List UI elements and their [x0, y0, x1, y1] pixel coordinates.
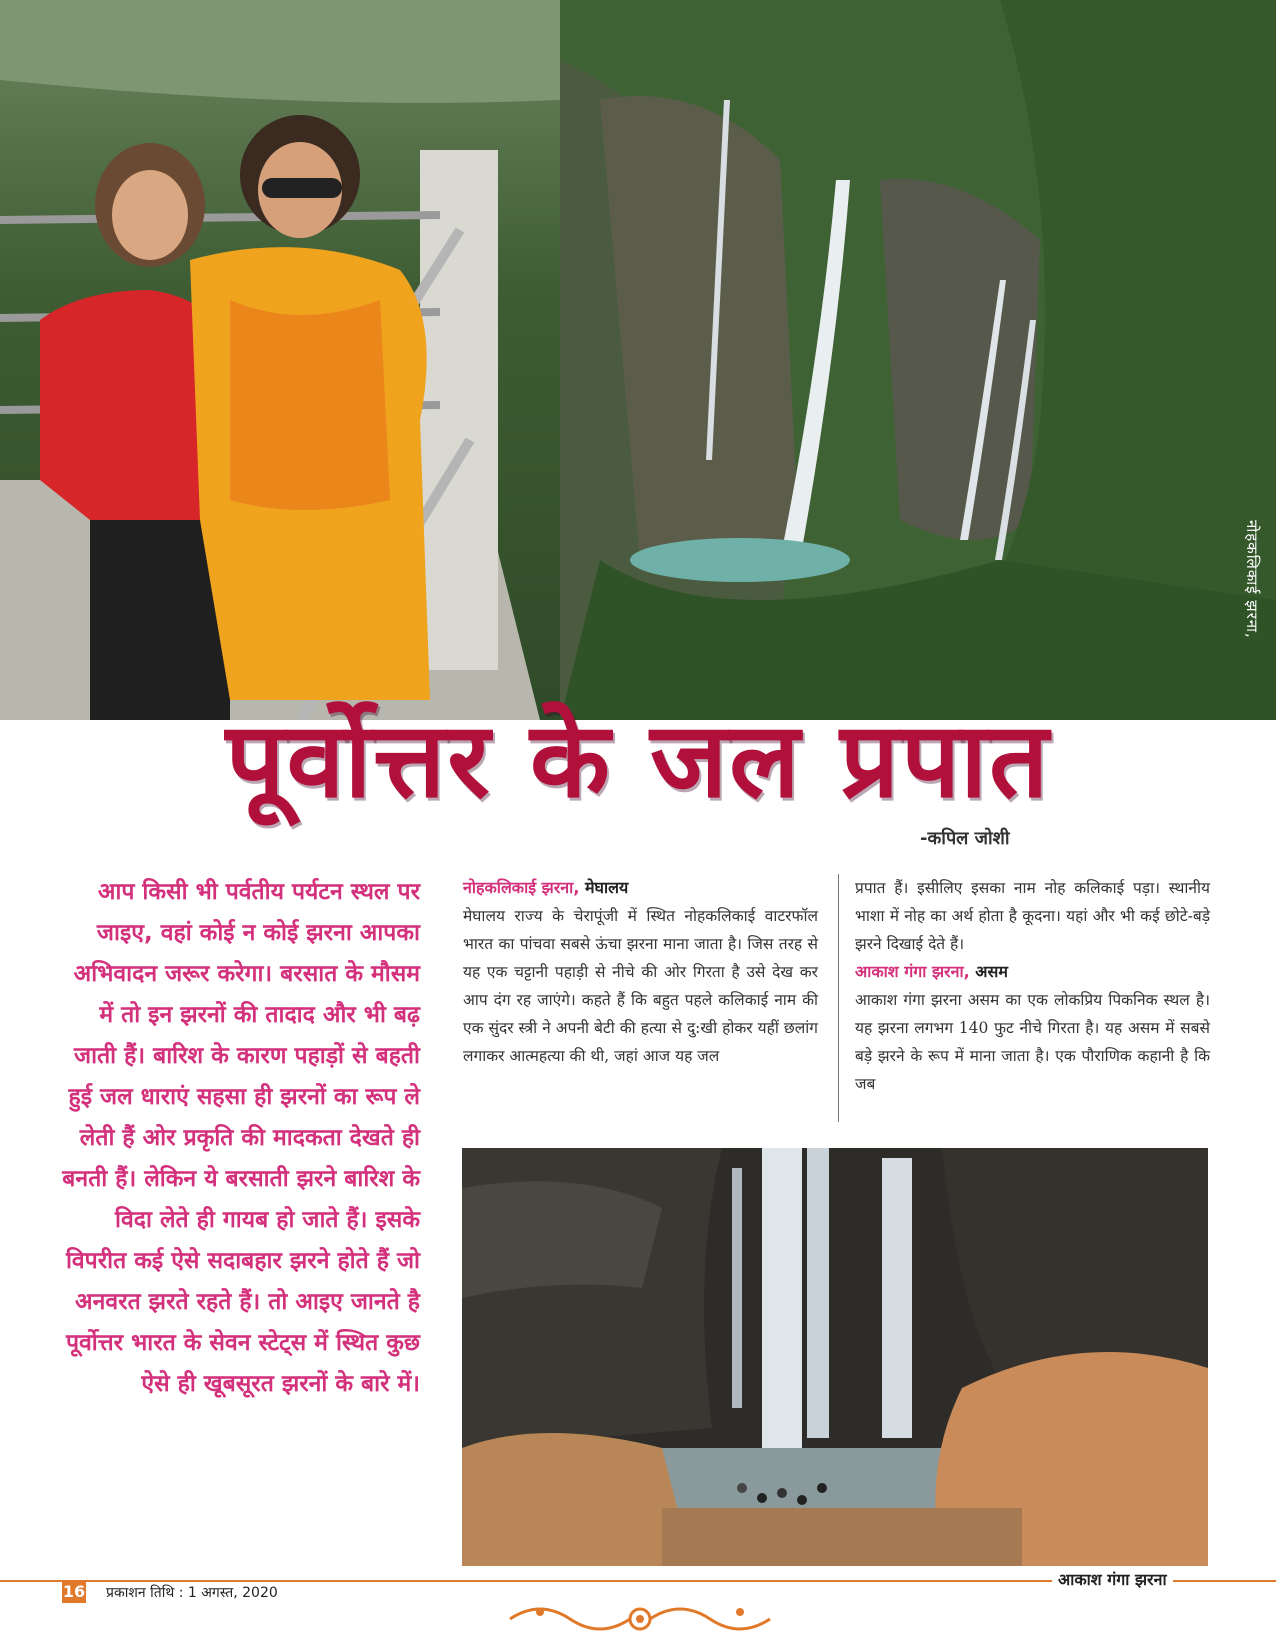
section-heading-akash-ganga — [855, 958, 1210, 986]
section-heading-state: असम — [969, 962, 1008, 981]
section-body-nohkalikai: मेघालय राज्य के चेरापूंजी में स्थित नोहकलिकाई वाटरफॉल भारत का पांचवा सबसे ऊंचा झरना माना जाता है। जिस तरह से यह एक चट्टानी पहाड़ी से नीचे की ओर गिरता है उसे देख कर आप दंग रह जाएंगे। कहते हैं कि बहुत पहले कलिकाई नाम की एक सुंदर स्त्री ने अपनी बेटी की हत्या से दु:खी होकर यहीं छलांग लगाकर आत्महत्या की थी, जहां आज यह जल — [463, 907, 818, 1065]
waterfall-scene — [462, 1148, 1208, 1566]
section-heading-place: नोहकलिकाई झरना, — [463, 878, 580, 897]
section-heading-state: मेघालय — [579, 878, 629, 897]
waterfall-photo-caption: आकाश गंगा झरना — [1052, 1568, 1173, 1590]
page-number: 16 — [62, 1582, 86, 1601]
hero-photo — [0, 0, 1276, 720]
hero-scene — [0, 0, 1276, 720]
section-body-akash-ganga: आकाश गंगा झरना असम का एक लोकप्रिय पिकनिक स्थल है। यह झरना लगभग 140 फुट नीचे गिरता है। यह असम में सबसे बड़े झरने के रूप में माना जाता है। एक पौराणिक कहानी है कि जब — [855, 991, 1210, 1093]
author-byline: -कपिल जोशी — [920, 828, 1010, 849]
publication-date: प्रकाशन तिथि : 1 अगस्त, 2020 — [106, 1585, 278, 1601]
article-column-2 — [855, 874, 1210, 1098]
section-body-continued: प्रपात हैं। इसीलिए इसका नाम नोह कलिकाई पड़ा। स्थानीय भाशा में नोह का अर्थ होता है कूदना। यहां और भी कई छोटे-बड़े झरने दिखाई देते हैं। — [855, 879, 1210, 953]
section-heading-place: आकाश गंगा झरना, — [855, 962, 970, 981]
article-column-1 — [463, 874, 818, 1070]
hero-photo-caption: नोहकलिकाई झरना, — [1243, 520, 1261, 639]
footer-ornament-icon — [500, 1594, 780, 1644]
section-heading-nohkalikai — [463, 874, 818, 902]
intro-paragraph: आप किसी भी पर्वतीय पर्यटन स्थल पर जाइए, वहां कोई न कोई झरना आपका अभिवादन जरूर करेगा। बरसात के मौसम में तो इन झरनों की तादाद और भी बढ़ जाती हैं। बारिश के कारण पहाड़ों से बहती हुई जल धाराएं सहसा ही झरनों का रूप ले लेती हैं ओर प्रकृति की मादकता देखते ही बनती हैं। लेकिन ये बरसाती झरने बारिश के विदा लेते ही गायब हो जाते हैं। इसके विपरीत कई ऐसे सदाबहार झरने होते हैं जो अनवरत झरते रहते हैं। तो आइए जानते है पूर्वोत्तर भारत के सेवन स्टेट्स में स्थित कुछ ऐसे ही खूबसूरत झरनों के बारे में। — [62, 879, 420, 1397]
waterfall-photo — [462, 1148, 1208, 1566]
column-divider — [838, 874, 839, 1122]
article-title: पूर्वोत्तर के जल प्रपात — [225, 699, 1051, 821]
